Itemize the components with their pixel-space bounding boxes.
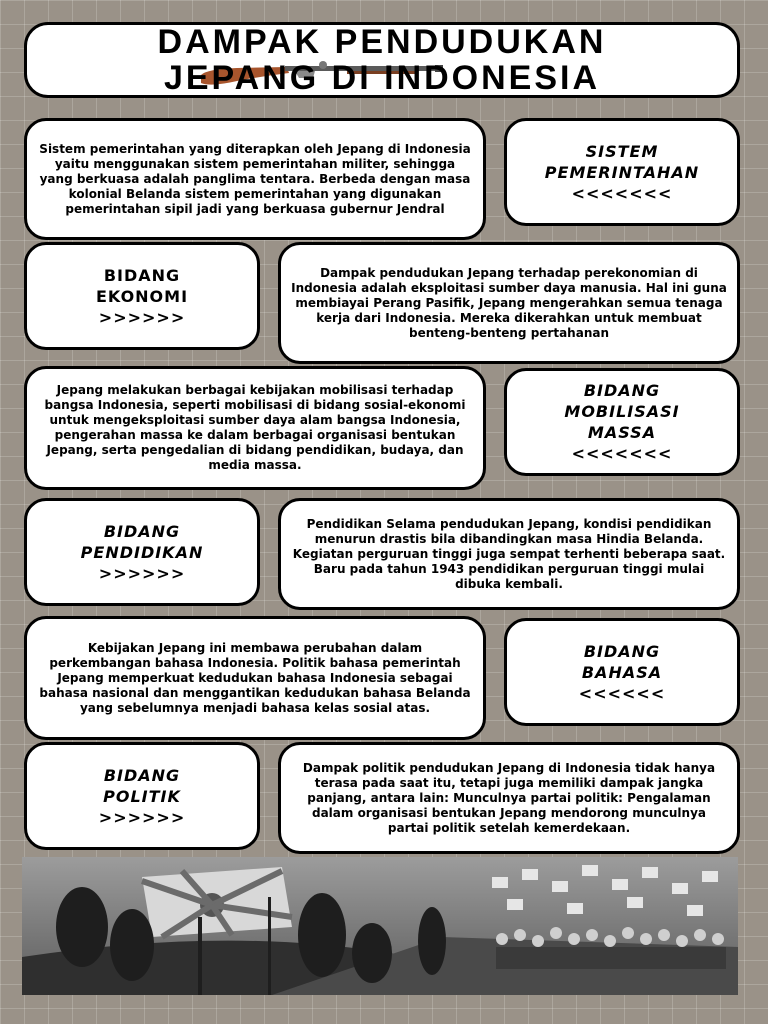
pendidikan-text-box bbox=[278, 498, 740, 610]
title-line-1: DAMPAK PENDUDUKAN bbox=[157, 23, 607, 61]
mobilisasi-label-1: BIDANG bbox=[583, 381, 661, 400]
ekonomi-label-box bbox=[24, 242, 260, 350]
pendidikan-label-2: PENDIDIKAN bbox=[80, 542, 204, 562]
politik-label-box bbox=[24, 742, 260, 850]
sistem-pemerintahan-text: Sistem pemerintahan yang diterapkan oleh Jepang di Indonesia yaitu menggunakan sistem pemerintahan militer, sehingga yang berkuasa adalah panglima tentara. Berbeda dengan masa kolonial Belanda sistem pemerintahan yang digunakan pemerintahan sipil jadi yang berkuasa gubernur Jendral bbox=[39, 141, 471, 216]
bahasa-label-2: BAHASA bbox=[581, 662, 663, 682]
ekonomi-text: Dampak pendudukan Jepang terhadap perekonomian di Indonesia adalah eksploitasi sumber daya manusia. Hal ini guna membiayai Perang Pasifik, Jepang mengerahkan semua tenaga kerja dari Indonesia. Mereka dikerahkan untuk membuat benteng-benteng pertahanan bbox=[291, 265, 727, 340]
politik-text-box bbox=[278, 742, 740, 854]
bahasa-label-1: BIDANG bbox=[583, 641, 661, 661]
title-banner bbox=[24, 22, 740, 98]
ekonomi-text-box bbox=[278, 242, 740, 364]
pendidikan-arrow: >>>>>> bbox=[98, 563, 186, 583]
sistem-pemerintahan-label-1: SISTEM bbox=[585, 141, 659, 161]
sistem-pemerintahan-label-box bbox=[504, 118, 740, 226]
mobilisasi-text: Jepang melakukan berbagai kebijakan mobilisasi terhadap bangsa Indonesia, seperti mobilisasi di bidang sosial-ekonomi untuk mengeksploitasi sumber daya alam bangsa Indonesia, pengerahan massa ke dalam berbagai organisasi bentukan Jepang, serta pengedalian di bidang pendidikan, budaya, dan media massa. bbox=[44, 383, 466, 472]
sistem-pemerintahan-arrow: <<<<<<< bbox=[571, 183, 673, 203]
bahasa-label-box bbox=[504, 618, 740, 726]
pendidikan-label-1: BIDANG bbox=[103, 521, 181, 541]
politik-text: Dampak politik pendudukan Jepang di Indonesia tidak hanya terasa pada saat itu, tetapi juga memiliki dampak jangka panjang, antara lain: Munculnya partai politik: Pengalaman dalam organisasi bentukan Jepang mendorong munculnya partai politik setelah kemerdekaan. bbox=[302, 760, 716, 835]
politik-label-1: BIDANG bbox=[103, 765, 181, 785]
mobilisasi-arrow: <<<<<<< bbox=[571, 444, 673, 463]
sistem-pemerintahan-label-2: PEMERINTAHAN bbox=[544, 162, 700, 182]
ekonomi-arrow: >>>>>> bbox=[98, 307, 186, 327]
politik-arrow: >>>>>> bbox=[98, 807, 186, 827]
pendidikan-label-box bbox=[24, 498, 260, 606]
politik-label-2: POLITIK bbox=[103, 786, 181, 806]
bahasa-text-box bbox=[24, 616, 486, 740]
bahasa-arrow: <<<<<< bbox=[578, 683, 666, 703]
sistem-pemerintahan-text-box bbox=[24, 118, 486, 240]
mobilisasi-label-box bbox=[504, 368, 740, 476]
historic-photo bbox=[22, 857, 738, 995]
historic-photo-graphic bbox=[22, 857, 738, 995]
mobilisasi-label-3: MASSA bbox=[587, 423, 657, 442]
ekonomi-label-2: EKONOMI bbox=[95, 286, 189, 306]
bahasa-text: Kebijakan Jepang ini membawa perubahan dalam perkembangan bahasa Indonesia. Politik bahasa pemerintah Jepang memperkuat kedudukan bahasa Indonesia sebagai bahasa nasional dan menggantikan kedudukan bahasa Belanda yang sebelumnya menjadi bahasa kelas sosial atas. bbox=[39, 640, 471, 715]
mobilisasi-text-box bbox=[24, 366, 486, 490]
mobilisasi-label-2: MOBILISASI bbox=[564, 402, 680, 421]
title-line-2: JEPANG DI INDONESIA bbox=[163, 59, 601, 97]
pendidikan-text: Pendidikan Selama pendudukan Jepang, kondisi pendidikan menurun drastis bila dibandingkan masa Hindia Belanda. Kegiatan perguruan tinggi juga sempat terhenti beberapa saat. Baru pada tahun 1943 pendidikan perguruan tinggi mulai dibuka kembali. bbox=[292, 516, 726, 591]
ekonomi-label-1: BIDANG bbox=[103, 265, 181, 285]
